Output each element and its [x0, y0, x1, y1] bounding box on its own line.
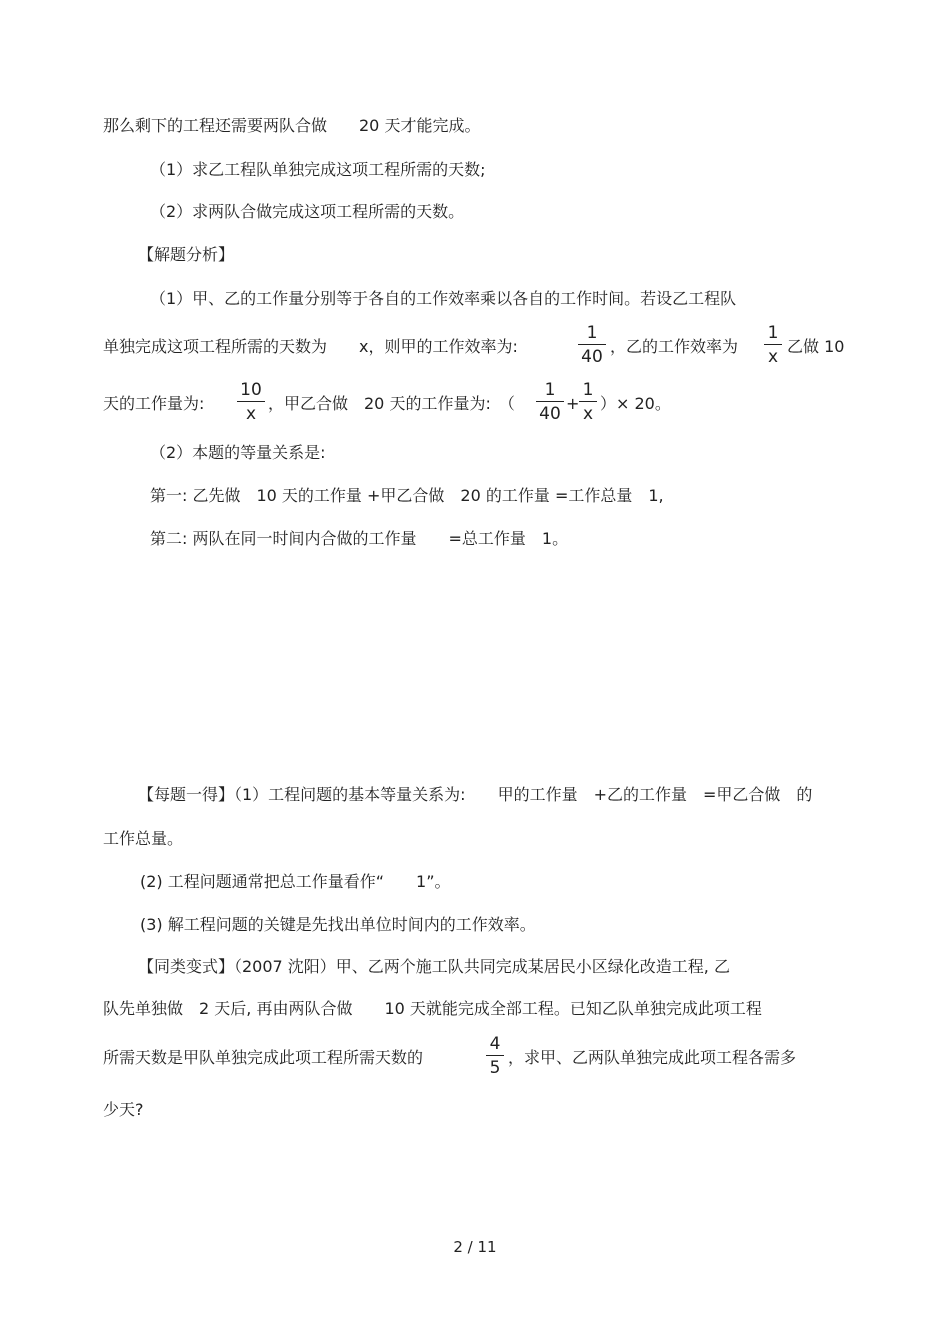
fraction-numerator: 4 [489, 1034, 501, 1054]
fraction-10-x [237, 380, 265, 424]
relation-1: 第一: 乙先做 10 天的工作量 +甲乙合做 20 的工作量 =工作总量 1, [150, 486, 664, 505]
fraction-1-40 [578, 323, 606, 367]
plus-sign: + [566, 394, 580, 413]
fraction-numerator: 10 [240, 380, 262, 400]
fraction-denominator: x [245, 404, 257, 424]
analysis-line-3d: ）× 20。 [600, 394, 671, 413]
analysis-line-2c: 乙做 10 [787, 337, 845, 356]
fraction-1-x-b [579, 380, 597, 424]
takeaway-heading: 【每题一得】（1）工程问题的基本等量关系为: 甲的工作量 +乙的工作量 =甲乙合做 的 [138, 785, 813, 804]
analysis-part-1: （1）甲、乙的工作量分别等于各自的工作效率乘以各自的工作时间。若设乙工程队 [150, 289, 737, 308]
fraction-numerator: 1 [586, 323, 598, 343]
fraction-numerator: 1 [767, 323, 779, 343]
fraction-4-5 [486, 1034, 504, 1078]
fraction-1-40-b [536, 380, 564, 424]
fraction-1-x [764, 323, 782, 367]
fraction-denominator: 5 [489, 1058, 501, 1078]
analysis-part-2: （2）本题的等量关系是: [150, 443, 326, 462]
takeaway-cont: 工作总量。 [103, 829, 184, 848]
question-2: （2）求两队合做完成这项工程所需的天数。 [150, 202, 465, 221]
analysis-line-3a: 天的工作量为: [103, 394, 205, 413]
variant-line-3b: ，求甲、乙两队单独完成此项工程各需多 [508, 1048, 797, 1067]
fraction-denominator: 40 [581, 347, 603, 367]
relation-2: 第二: 两队在同一时间内合做的工作量 =总工作量 1。 [150, 529, 569, 548]
analysis-heading: 【解题分析】 [138, 245, 235, 264]
line-1: 那么剩下的工程还需要两队合做 20 天才能完成。 [103, 116, 481, 135]
takeaway-3: (3) 解工程问题的关键是先找出单位时间内的工作效率。 [140, 915, 536, 934]
fraction-numerator: 1 [582, 380, 594, 400]
takeaway-2: (2) 工程问题通常把总工作量看作“ 1”。 [140, 872, 451, 891]
fraction-denominator: 40 [539, 404, 561, 424]
analysis-line-3b: ，甲乙合做 20 天的工作量为: （ [268, 394, 515, 413]
fraction-denominator: x [582, 404, 594, 424]
variant-line-3a: 所需天数是甲队单独完成此项工程所需天数的 [103, 1048, 424, 1067]
analysis-line-2a: 单独完成这项工程所需的天数为 x，则甲的工作效率为: [103, 337, 518, 356]
variant-line-2: 队先单独做 2 天后, 再由两队合做 10 天就能完成全部工程。已知乙队单独完成此项工程 [103, 999, 762, 1018]
variant-line-4: 少天? [103, 1100, 144, 1119]
page-number: 2 / 11 [453, 1238, 497, 1256]
fraction-denominator: x [767, 347, 779, 367]
fraction-numerator: 1 [544, 380, 556, 400]
analysis-line-2b: ，乙的工作效率为 [610, 337, 739, 356]
variant-heading: 【同类变式】（2007 沈阳）甲、乙两个施工队共同完成某居民小区绿化改造工程, 乙 [138, 957, 730, 976]
question-1: （1）求乙工程队单独完成这项工程所需的天数; [150, 160, 486, 179]
